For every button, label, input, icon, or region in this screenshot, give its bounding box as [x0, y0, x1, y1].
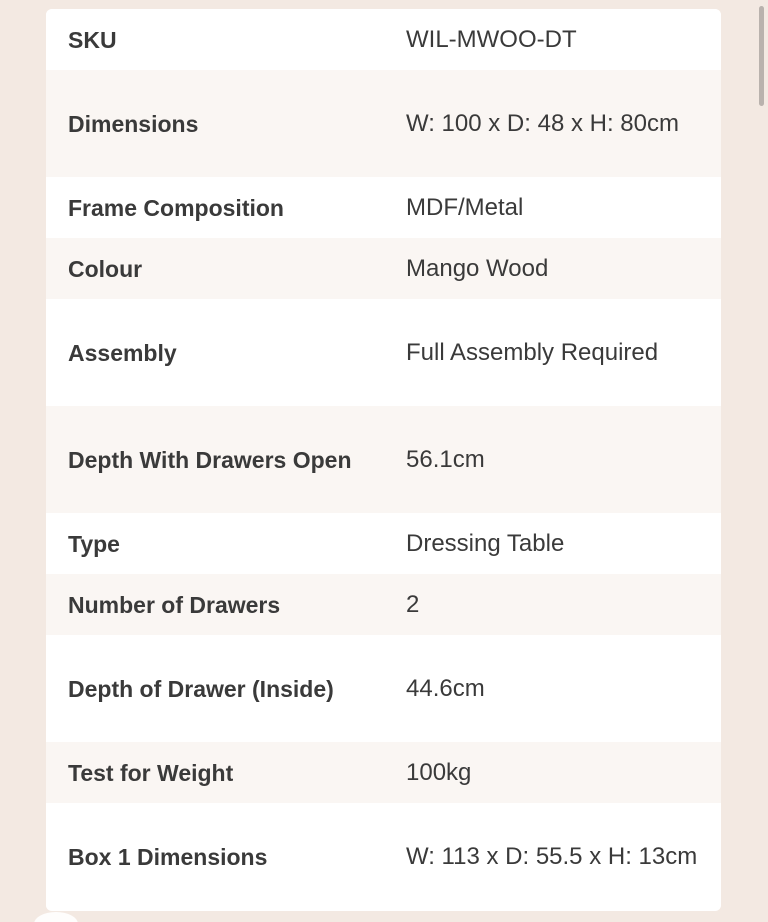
spec-row-colour	[46, 238, 721, 299]
spec-label: Depth of Drawer (Inside)	[68, 675, 334, 702]
spec-row-dimensions	[46, 70, 721, 177]
spec-value: Dressing Table	[406, 530, 565, 557]
spec-value: 100kg	[406, 759, 472, 786]
spec-value: WIL-MWOO-DT	[406, 26, 577, 53]
spec-row-depth-of-drawer	[46, 635, 721, 742]
spec-value: Mango Wood	[406, 255, 549, 282]
spec-row-sku	[46, 9, 721, 70]
spec-row-number-of-drawers	[46, 574, 721, 635]
spec-label: Number of Drawers	[68, 591, 281, 618]
spec-row-box-1-dimensions	[46, 803, 721, 910]
spec-label: Box 1 Dimensions	[68, 843, 268, 870]
spec-row-test-for-weight	[46, 742, 721, 803]
spec-label: Colour	[68, 255, 143, 282]
spec-label: SKU	[68, 26, 117, 53]
spec-label: Test for Weight	[68, 759, 234, 786]
specifications-table	[46, 9, 721, 910]
spec-row-frame-composition	[46, 177, 721, 238]
spec-value: W: 100 x D: 48 x H: 80cm	[406, 110, 679, 137]
spec-label: Assembly	[68, 339, 177, 366]
spec-value: 56.1cm	[406, 446, 485, 473]
product-specifications-card	[46, 9, 721, 911]
spec-label: Dimensions	[68, 110, 199, 137]
spec-value: 2	[406, 591, 420, 618]
scrollbar-thumb[interactable]	[759, 6, 764, 106]
spec-row-depth-drawers-open	[46, 406, 721, 513]
partial-floating-button[interactable]	[34, 912, 78, 922]
spec-row-type	[46, 513, 721, 574]
spec-value: W: 113 x D: 55.5 x H: 13cm	[406, 843, 698, 870]
spec-label: Depth With Drawers Open	[68, 446, 352, 473]
spec-row-assembly	[46, 299, 721, 406]
spec-label: Type	[68, 530, 120, 557]
spec-label: Frame Composition	[68, 194, 284, 221]
spec-value: MDF/Metal	[406, 194, 524, 221]
spec-value: 44.6cm	[406, 675, 485, 702]
spec-value: Full Assembly Required	[406, 339, 659, 366]
